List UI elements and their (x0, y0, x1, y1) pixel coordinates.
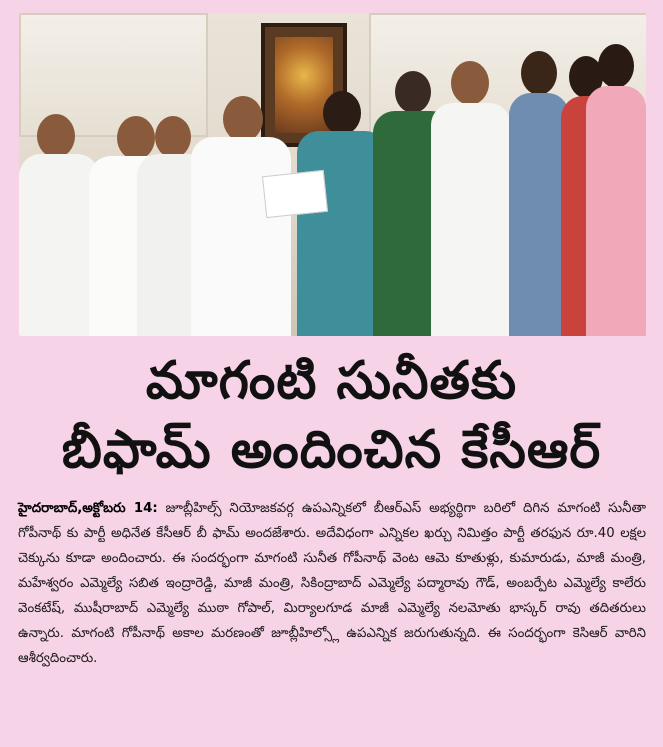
news-photo (19, 13, 646, 336)
person-1 (19, 66, 99, 336)
headline-line-2: బీఫామ్ అందించిన కేసీఆర్ (61, 420, 602, 480)
person-7 (431, 61, 511, 336)
person-8 (509, 51, 569, 336)
headline-line-1: మాగంటి సునీతకు (145, 351, 518, 411)
document-envelope (262, 170, 328, 218)
article-text: జూబ్లీహిల్స్ నియోజకవర్గ ఉపఎన్నికలో బీఆర్ఎస్ అభ్యర్థిగా బరిలో దిగిన మాగంటి సునీతా గోపీనాథ్ కు పార్టీ అధినేత కేసీఆర్ బీ ఫామ్ అందజేశారు. అదేవిధంగా ఎన్నికల ఖర్చు నిమిత్తం పార్టీ తరఫున రూ.40 లక్షల చెక్కును కూడా అందించారు. ఈ సందర్భంగా మాగంటి సునీత గోపీనాథ్ వెంట ఆమె కూతుళ్లు, కుమారుడు, మాజీ మంత్రి, మహేశ్వరం ఎమ్మెల్యే సబిత ఇంద్రారెడ్డి, మాజీ మంత్రి, సికింద్రాబాద్ ఎమ్మెల్యే పద్మారావు గౌడ్, అంబర్పేట ఎమ్మెల్యే కాలేరు వెంకటేష్, ముషీరాబాద్ ఎమ్మెల్యే ముఠా గోపాల్, మిర్యాలగూడ మాజీ ఎమ్మెల్యే నలమోతు భాస్కర్ రావు తదితరులు ఉన్నారు. మాగంటి గోపీనాథ్ అకాల మరణంతో జూబ్లీహిల్స్లో ఉపఎన్నిక జరుగుతున్నది. ఈ సందర్భంగా కెసిఆర్ వారిని ఆశీర్వదించారు. (18, 501, 646, 666)
article-body (18, 496, 646, 671)
article-dateline: హైదరాబాద్,అక్టోబరు 14: (18, 501, 158, 516)
person-10 (586, 44, 646, 336)
